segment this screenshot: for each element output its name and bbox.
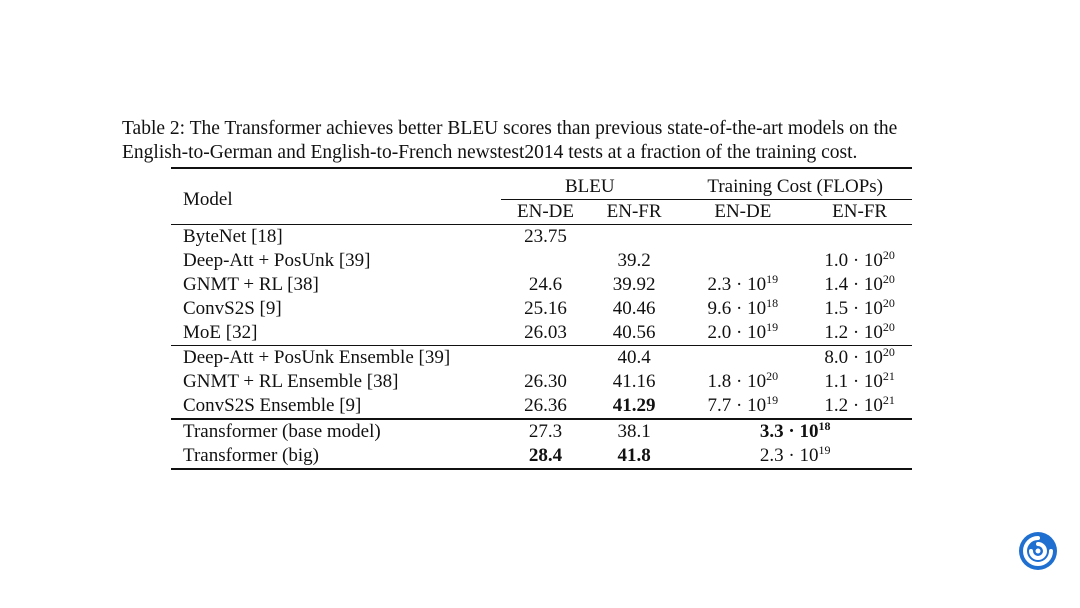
table-row <box>171 249 912 273</box>
table-row <box>171 444 912 469</box>
model-name: Transformer (big) <box>171 444 501 469</box>
bleu-en-de: 27.3 <box>501 419 590 444</box>
bleu-en-de: 26.03 <box>524 322 567 343</box>
training-cost: $3.3 \cdot 10^{18}$ <box>678 419 912 444</box>
header-training-cost: Training Cost (FLOPs) <box>678 168 912 200</box>
table-row <box>171 370 912 394</box>
cost-en-de: $9.6 \cdot 10^{18}$ <box>707 296 779 319</box>
table-row <box>171 346 912 371</box>
cost-en-fr: $1.2 \cdot 10^{20}$ <box>824 320 895 343</box>
table-row <box>171 225 912 250</box>
bleu-en-fr: 41.8 <box>590 444 679 469</box>
cost-en-de <box>678 249 807 273</box>
bleu-en-de: 25.16 <box>524 298 567 319</box>
caption-line-1: Table 2: The Transformer achieves better BLEU scores than previous state-of-the-art models on the <box>122 118 898 139</box>
bleu-en-fr: 41.16 <box>612 371 656 392</box>
cost-en-de: $7.7 \cdot 10^{19}$ <box>707 393 779 416</box>
bleu-en-de: 28.4 <box>501 444 590 469</box>
bleu-en-de: 26.36 <box>524 395 567 416</box>
bleu-en-fr: 40.46 <box>612 298 656 319</box>
cost-en-de <box>678 225 807 250</box>
model-name: ConvS2S [9] <box>183 298 282 319</box>
model-name: Deep-Att + PosUnk Ensemble [39] <box>171 346 501 371</box>
cost-en-fr: $1.1 \cdot 10^{21}$ <box>824 369 895 392</box>
bleu-en-fr: 39.92 <box>612 274 656 295</box>
model-name: Deep-Att + PosUnk [39] <box>183 250 371 271</box>
bleu-en-fr: 38.1 <box>590 419 679 444</box>
cost-en-fr: $1.4 \cdot 10^{20}$ <box>824 272 895 295</box>
bleu-en-de <box>501 346 590 371</box>
subheader-cost-en-fr: EN-FR <box>832 201 888 222</box>
cost-en-fr: $1.5 \cdot 10^{20}$ <box>824 296 895 319</box>
subheader-bleu-en-de: EN-DE <box>517 201 574 222</box>
bleu-en-fr: 41.29 <box>612 395 656 416</box>
table-caption <box>122 117 982 165</box>
cost-en-fr: $1.2 \cdot 10^{21}$ <box>824 393 895 416</box>
table-row <box>171 394 912 419</box>
bleu-en-fr: 40.4 <box>590 346 679 371</box>
cost-en-de <box>678 346 807 371</box>
caption-line-2: English-to-German and English-to-French newstest2014 tests at a fraction of the training cost. <box>122 142 858 163</box>
table-row <box>171 419 912 444</box>
model-name: MoE [32] <box>183 322 258 343</box>
table-row <box>171 273 912 297</box>
model-name: GNMT + RL Ensemble [38] <box>183 371 399 392</box>
training-cost: $2.3 \cdot 10^{19}$ <box>678 444 912 469</box>
header-row <box>171 168 912 200</box>
bleu-en-de: 26.30 <box>524 371 567 392</box>
table-row <box>171 297 912 321</box>
cost-en-de: $1.8 \cdot 10^{20}$ <box>707 369 779 392</box>
subheader-cost-en-de: EN-DE <box>714 201 772 222</box>
bleu-en-de <box>501 249 590 273</box>
cost-en-fr: $1.0 \cdot 10^{20}$ <box>824 248 895 271</box>
model-name: GNMT + RL [38] <box>183 274 319 295</box>
header-model: Model <box>171 168 501 225</box>
model-name: Transformer (base model) <box>171 419 501 444</box>
swirl-logo-icon <box>1018 531 1058 571</box>
bleu-en-fr: 40.56 <box>612 322 656 343</box>
bleu-en-fr: 39.2 <box>617 250 651 271</box>
cost-en-fr: $8.0 \cdot 10^{20}$ <box>807 346 912 371</box>
table-row <box>171 321 912 346</box>
subheader-bleu-en-fr: EN-FR <box>606 201 662 222</box>
cost-en-de: $2.3 \cdot 10^{19}$ <box>707 272 779 295</box>
bleu-en-de: 24.6 <box>528 274 563 295</box>
cost-en-de: $2.0 \cdot 10^{19}$ <box>707 320 779 343</box>
model-name: ConvS2S Ensemble [9] <box>183 395 362 416</box>
bleu-en-de: 23.75 <box>501 225 590 250</box>
cost-en-fr <box>807 225 912 250</box>
results-table <box>171 167 912 470</box>
header-bleu: BLEU <box>501 168 678 200</box>
model-name: ByteNet [18] <box>171 225 501 250</box>
bleu-en-fr <box>590 225 679 250</box>
